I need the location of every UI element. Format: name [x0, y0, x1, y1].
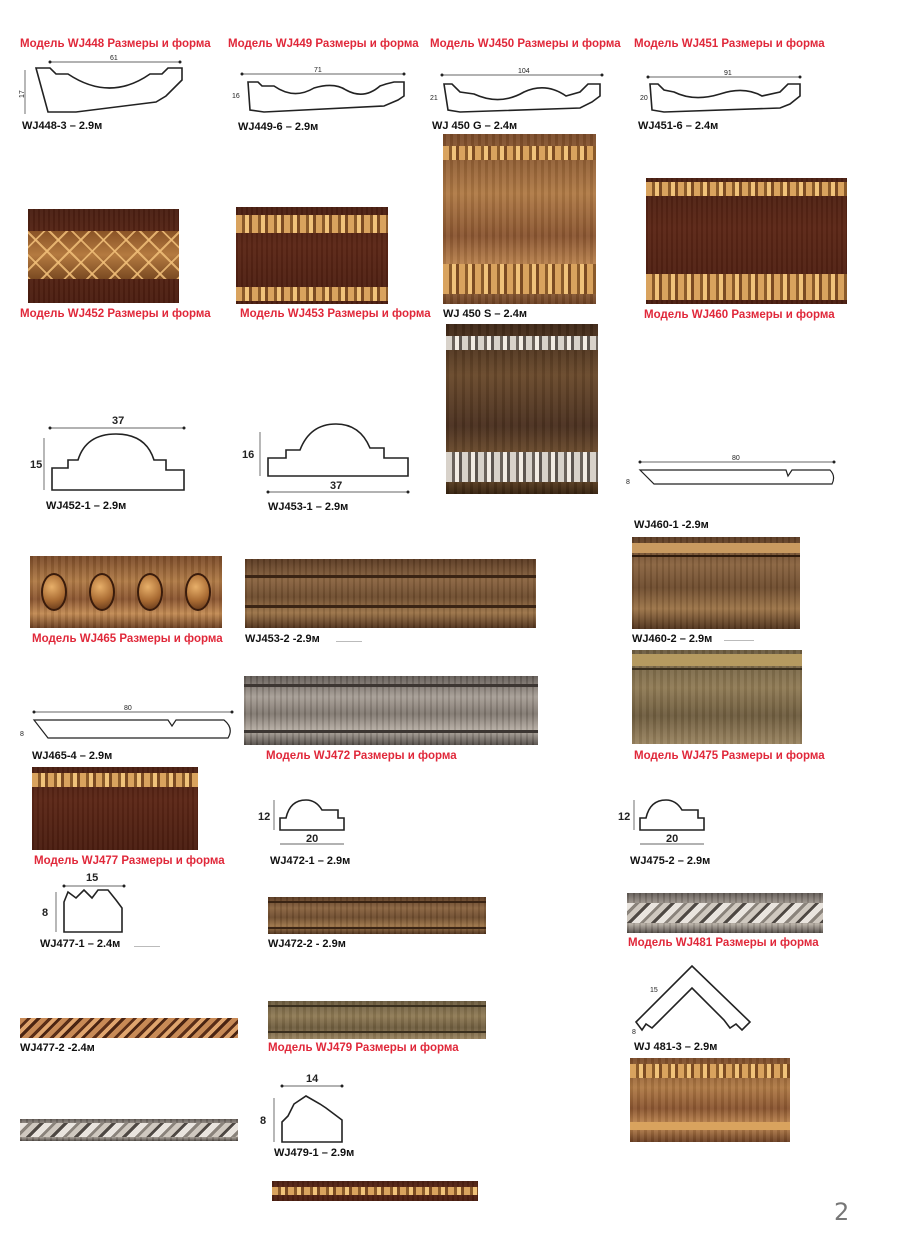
- caption-wj453-2: WJ453-2 -2.9м: [245, 633, 320, 645]
- dim-height-wj472: 12: [258, 811, 271, 823]
- pen-stroke: [336, 641, 362, 642]
- caption-wj452-1: WJ452-1 – 2.9м: [46, 500, 127, 512]
- caption-wj448-3: WJ448-3 – 2.9м: [22, 120, 103, 132]
- dim-width-wj475: 20: [666, 833, 679, 845]
- dim-height-wj481: 8: [632, 1029, 636, 1036]
- dim-height-wj465: 8: [20, 731, 24, 738]
- ornament-oval: [89, 573, 115, 611]
- heading-wj465: Модель WJ465 Размеры и форма: [32, 633, 223, 645]
- dim-height-wj451: 20: [640, 95, 648, 102]
- profile-drawing-wj472-1: [254, 790, 364, 852]
- caption-wj450s: WJ 450 S – 2.4м: [443, 308, 527, 320]
- dim-width-wj450: 104: [518, 68, 530, 75]
- caption-wj451-6: WJ451-6 – 2.4м: [638, 120, 719, 132]
- dim-height-wj453: 16: [242, 449, 255, 461]
- profile-drawing-wj477-1: [34, 868, 138, 936]
- sample-photo-wj477-2: [20, 1018, 238, 1038]
- dim-height-wj479: 8: [260, 1115, 267, 1127]
- sample-photo-wj479-strip: [272, 1181, 478, 1201]
- profile-drawing-wj452-1: [30, 414, 190, 500]
- dim-width-wj477: 15: [86, 872, 99, 884]
- sample-photo-wj465: [30, 556, 222, 628]
- dim-width-wj465: 80: [124, 705, 132, 712]
- sample-photo-wj453: [236, 207, 388, 304]
- dim-height-wj460: 8: [626, 479, 630, 486]
- heading-wj448: Модель WJ448 Размеры и форма: [20, 38, 211, 50]
- heading-wj475: Модель WJ475 Размеры и форма: [634, 750, 825, 762]
- profile-drawing-wj450: [430, 66, 610, 120]
- caption-wj460-2: WJ460-2 – 2.9м: [632, 633, 713, 645]
- heading-wj481: Модель WJ481 Размеры и форма: [628, 937, 819, 949]
- caption-wj453-1: WJ453-1 – 2.9м: [268, 501, 349, 513]
- dim-height-wj450: 21: [430, 95, 438, 102]
- profile-drawing-wj453-1: [238, 418, 418, 500]
- dim-height-wj477: 8: [42, 907, 49, 919]
- profile-drawing-wj451: [640, 68, 810, 120]
- caption-wj460-1: WJ460-1 -2.9м: [634, 519, 709, 531]
- dim-width-wj452: 37: [112, 415, 125, 427]
- sample-photo-wj475: [632, 650, 802, 744]
- profile-drawing-wj465-4: [18, 702, 246, 746]
- heading-wj479: Модель WJ479 Размеры и форма: [268, 1042, 459, 1054]
- heading-wj449: Модель WJ449 Размеры и форма: [228, 38, 419, 50]
- caption-wj472-1: WJ472-1 – 2.9м: [270, 855, 351, 867]
- profile-drawing-wj448: [16, 52, 191, 120]
- dim-width-wj448: 61: [110, 55, 118, 62]
- dim-height-wj448: 17: [19, 90, 26, 98]
- dim-height-wj449: 16: [232, 93, 240, 100]
- sample-photo-wj472: [244, 676, 538, 745]
- page-number: 2: [834, 1198, 850, 1226]
- sample-photo-wj453-2: [245, 559, 536, 628]
- sample-photo-wj481: [627, 893, 823, 933]
- sample-photo-wj479: [268, 1001, 486, 1039]
- dim-width-wj460: 80: [732, 455, 740, 462]
- caption-wj472-2: WJ472-2 - 2.9м: [268, 938, 346, 950]
- profile-drawing-wj449: [234, 64, 414, 120]
- caption-wj481-3: WJ 481-3 – 2.9м: [634, 1041, 718, 1053]
- heading-wj452: Модель WJ452 Размеры и форма: [20, 308, 211, 320]
- heading-wj451: Модель WJ451 Размеры и форма: [634, 38, 825, 50]
- sample-photo-wj460-2: [632, 537, 800, 629]
- heading-wj453: Модель WJ453 Размеры и форма: [240, 308, 431, 320]
- heading-wj450: Модель WJ450 Размеры и форма: [430, 38, 621, 50]
- ornament-oval: [185, 573, 211, 611]
- dim-height-wj452: 15: [30, 459, 43, 471]
- sample-photo-wj450g: [443, 134, 596, 304]
- profile-drawing-wj475-2: [614, 790, 724, 852]
- profile-drawing-wj479-1: [258, 1072, 358, 1148]
- sample-photo-wj472-2: [268, 897, 486, 934]
- caption-wj450g: WJ 450 G – 2.4м: [432, 120, 518, 132]
- dim-width-wj479: 14: [306, 1073, 319, 1085]
- caption-wj479-1: WJ479-1 – 2.9м: [274, 1147, 355, 1159]
- dim-width-wj472: 20: [306, 833, 319, 845]
- heading-wj477: Модель WJ477 Размеры и форма: [34, 855, 225, 867]
- profile-drawing-wj460-1: [622, 450, 840, 500]
- dim-height-wj475: 12: [618, 811, 631, 823]
- heading-wj460: Модель WJ460 Размеры и форма: [644, 309, 835, 321]
- dim-width-wj451: 91: [724, 70, 732, 77]
- sample-photo-wj452: [28, 209, 179, 303]
- sample-photo-wj477: [32, 767, 198, 850]
- ornament-oval: [137, 573, 163, 611]
- dim-width-wj449: 71: [314, 67, 322, 74]
- pen-stroke: [134, 946, 160, 947]
- caption-wj475-2: WJ475-2 – 2.9м: [630, 855, 711, 867]
- dim-width-wj453: 37: [330, 480, 343, 492]
- caption-wj477-1: WJ477-1 – 2.4м: [40, 938, 121, 950]
- pen-stroke: [724, 640, 754, 641]
- sample-photo-wj481-large: [630, 1058, 790, 1142]
- dim-width-wj481: 15: [650, 987, 658, 994]
- sample-photo-wj460: [646, 178, 847, 304]
- sample-photo-silver-rope: [20, 1119, 238, 1141]
- caption-wj449-6: WJ449-6 – 2.9м: [238, 121, 319, 133]
- sample-photo-wj450s: [446, 324, 598, 494]
- profile-drawing-wj481-3: [626, 956, 766, 1040]
- caption-wj477-2: WJ477-2 -2.4м: [20, 1042, 95, 1054]
- caption-wj465-4: WJ465-4 – 2.9м: [32, 750, 113, 762]
- heading-wj472: Модель WJ472 Размеры и форма: [266, 750, 457, 762]
- ornament-oval: [41, 573, 67, 611]
